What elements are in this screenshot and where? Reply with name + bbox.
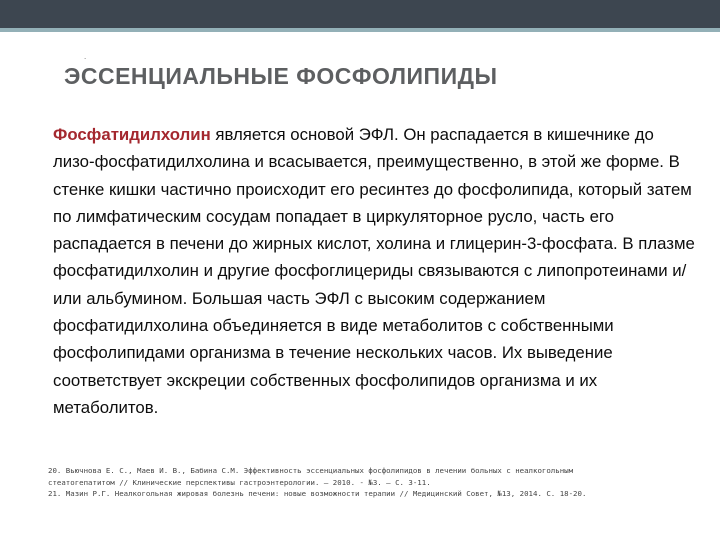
body-paragraph: [53, 121, 695, 421]
body-paragraph-text: является основой ЭФЛ. Он распадается в кишечнике до лизо-фосфатидилхолина и всасывается, преимущественно, в этой же форме. В стенке кишки частично происходит его ресинтез до фосфолипида, который затем по лимфатическим сосудам попадает в циркуляторное русло, часть его распадается в печени до жирных кислот, холина и глицерин-3-фосфата. В плазме фосфатидилхолин и другие фосфоглицериды связываются с липопротеинами и/или альбумином. Большая часть ЭФЛ с высоким содержанием фосфатидилхолина объединяется в виде метаболитов с собственными фосфолипидами организма в течение нескольких часов. Их выведение соответствует экскреции собственных фосфолипидов организма и их метаболитов.: [53, 125, 695, 417]
reference-line: 20. Вьючнова Е. С., Маев И. В., Бабина С.М. Эффективность эссенциальных фосфолипидов в лечении больных с неалкогольным: [48, 466, 574, 475]
references: [48, 465, 688, 500]
highlighted-term: Фосфатидилхолин: [53, 125, 211, 144]
reference-line: 21. Мазин Р.Г. Неалкогольная жировая болезнь печени: новые возможности терапии // Медицинский Совет, №13, 2014. С. 18-20.: [48, 489, 587, 498]
slide-title: ЭССЕНЦИАЛЬНЫЕ ФОСФОЛИПИДЫ: [64, 63, 498, 89]
top-accent-strip: [0, 28, 720, 32]
top-bar: [0, 0, 720, 28]
reference-line: стеатогепатитом // Клинические перспективы гастроэнтерологии. – 2010. - №3. – С. 3-11.: [48, 477, 431, 487]
decorative-dot: .: [84, 52, 87, 61]
